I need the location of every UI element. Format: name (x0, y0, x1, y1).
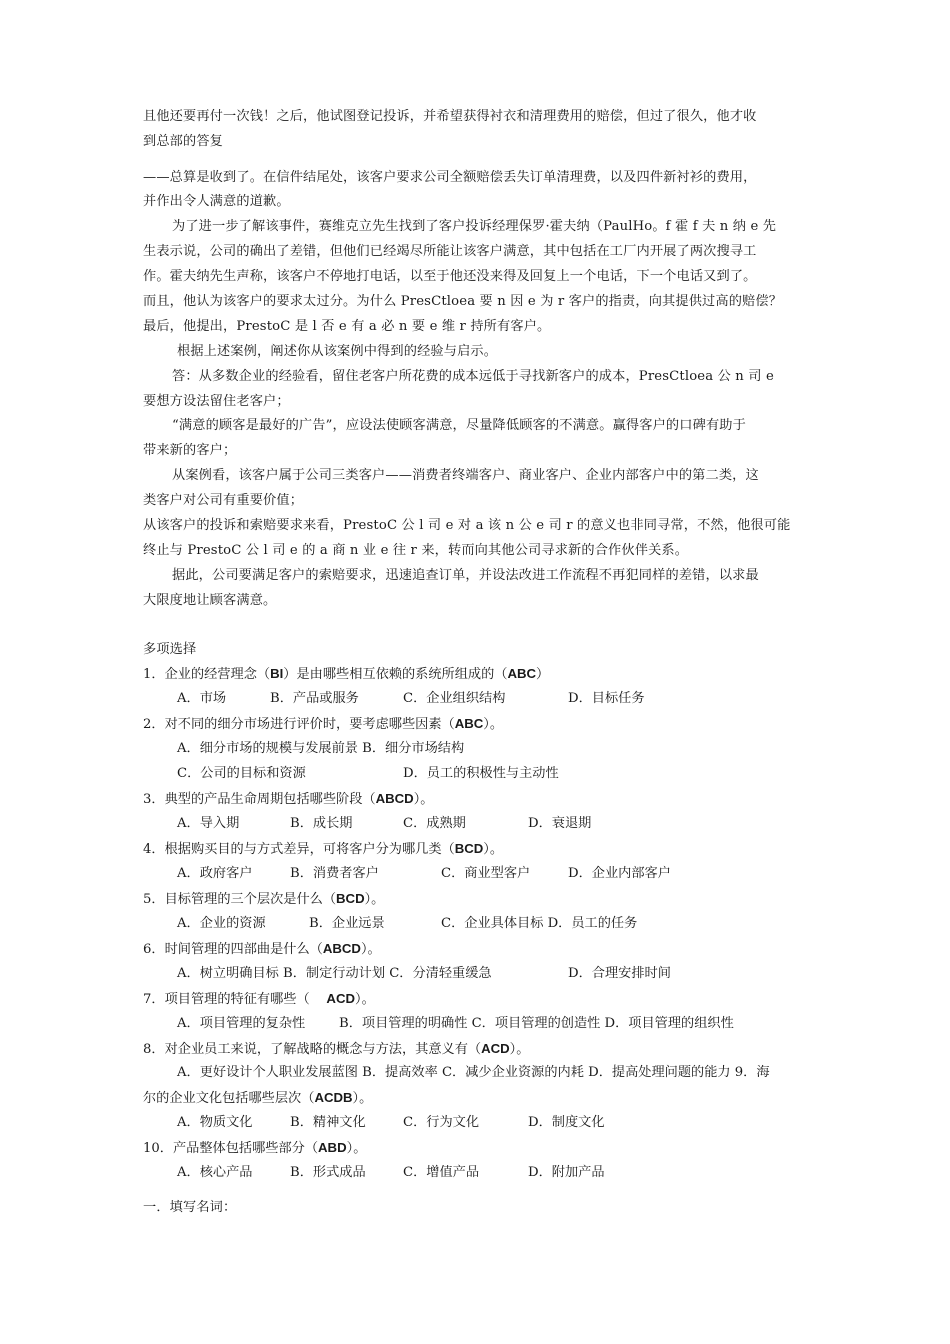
question-prompt: 根据上述案例，阐述你从该案例中得到的经验与启示。 (177, 344, 498, 359)
option: A．更好设计个人职业发展蓝图 B．提高效率 C．减少企业资源的内耗 D．提高处理问题的能力 9．海 (177, 1065, 770, 1080)
option: C．商业型客户 (441, 866, 531, 881)
option: A．物质文化 (177, 1115, 253, 1130)
option: C．增值产品 (403, 1165, 480, 1180)
question-stem: 4．根据购买目的与方式差异，可将客户分为哪几类（BCD）。 (143, 841, 504, 857)
option: A．核心产品 (177, 1165, 253, 1180)
paragraph-line: 而且，他认为该客户的要求太过分。为什么 PresCtloea 要 n 因 e 为 r 客户的指责，向其提供过高的赔偿？ (143, 294, 783, 309)
answer-line: 带来新的客户； (143, 443, 237, 458)
option: D．衰退期 (528, 816, 592, 831)
answer-line: 要想方设法留住老客户； (143, 394, 290, 409)
paragraph-line: 作。霍夫纳先生声称，该客户不停地打电话，以至于他还没来得及回复上一个电话，下一个电话又到了。 (143, 269, 757, 284)
question-stem: 10．产品整体包括哪些部分（ABD）。 (143, 1140, 367, 1156)
question-stem: 6．时间管理的四部曲是什么（ABCD）。 (143, 941, 381, 957)
option: D．合理安排时间 (568, 966, 671, 981)
paragraph-line: 并作出令人满意的道歉。 (143, 194, 290, 209)
option: B．产品或服务 (270, 691, 359, 706)
option: D．目标任务 (568, 691, 645, 706)
paragraph-line: 且他还要再付一次钱！之后，他试图登记投诉，并希望获得衬衣和清理费用的赔偿，但过了很久，他才收 (143, 109, 757, 124)
option: D．员工的积极性与主动性 (403, 766, 559, 781)
answer-line: 大限度地让顾客满意。 (143, 593, 277, 608)
paragraph-line: 生表示说，公司的确出了差错，但他们已经竭尽所能让该客户满意，其中包括在工厂内开展了两次搜寻工 (143, 244, 757, 259)
answer-line: 从案例看，该客户属于公司三类客户——消费者终端客户、商业客户、企业内部客户中的第二类，这 (172, 468, 759, 483)
option: B．成长期 (290, 816, 353, 831)
option: C．公司的目标和资源 (177, 766, 306, 781)
option: A．项目管理的复杂性 (177, 1016, 306, 1031)
option: C．企业组织结构 (403, 691, 506, 706)
option: D．企业内部客户 (568, 866, 671, 881)
question-stem: 8．对企业员工来说，了解战略的概念与方法，其意义有（ACD）。 (143, 1041, 530, 1057)
question-stem: 尔的企业文化包括哪些层次（ACDB）。 (143, 1090, 373, 1106)
question-stem: 3．典型的产品生命周期包括哪些阶段（ABCD）。 (143, 791, 434, 807)
option: A．树立明确目标 B．制定行动计划 C．分清轻重缓急 (177, 966, 492, 981)
option: D．制度文化 (528, 1115, 605, 1130)
option: A．市场 (177, 691, 227, 706)
option: A．企业的资源 (177, 916, 266, 931)
question-stem: 7．项目管理的特征有哪些（ ACD）。 (143, 991, 375, 1007)
answer-line: 类客户对公司有重要价值； (143, 493, 304, 508)
answer-line: “满意的顾客是最好的广告”，应设法使顾客满意，尽量降低顾客的不满意。赢得客户的口碑有助于 (172, 418, 746, 433)
option: B．企业远景 (309, 916, 385, 931)
option: B．项目管理的明确性 C．项目管理的创造性 D．项目管理的组织性 (339, 1016, 734, 1031)
question-stem: 5．目标管理的三个层次是什么（BCD）。 (143, 891, 385, 907)
paragraph-line: 到总部的答复 (143, 134, 224, 149)
option: A．细分市场的规模与发展前景 B．细分市场结构 (177, 741, 465, 756)
option: B．精神文化 (290, 1115, 366, 1130)
option: A．政府客户 (177, 866, 253, 881)
question-stem: 2．对不同的细分市场进行评价时，要考虑哪些因素（ABC）。 (143, 716, 504, 732)
answer-line: 答：从多数企业的经验看，留住老客户所花费的成本远低于寻找新客户的成本，PresCtloea 公 n 司 e (172, 369, 774, 384)
paragraph-line: 为了进一步了解该事件，赛维克立先生找到了客户投诉经理保罗·霍夫纳（PaulHo。f 霍 f 夫 n 纳 e 先 (172, 219, 777, 234)
question-stem: 1．企业的经营理念（BI）是由哪些相互依赖的系统所组成的（ABC） (143, 666, 550, 682)
answer-line: 从该客户的投诉和索赔要求来看，PrestoC 公 l 司 e 对 a 该 n 公 e 司 r 的意义也非同寻常，不然，他很可能 (143, 518, 791, 533)
section-heading: 一．填写名词： (143, 1200, 237, 1215)
option: B．消费者客户 (290, 866, 379, 881)
option: A．导入期 (177, 816, 240, 831)
paragraph-line: 最后，他提出，PrestoC 是 l 否 e 有 a 必 n 要 e 维 r 持所有客户。 (143, 319, 551, 334)
section-title: 多项选择 (143, 642, 197, 657)
paragraph-line: ——总算是收到了。在信件结尾处，该客户要求公司全额赔偿丢失订单清理费，以及四件新衬衫的费用， (143, 170, 757, 185)
option: C．企业具体目标 D．员工的任务 (441, 916, 638, 931)
option: B．形式成品 (290, 1165, 366, 1180)
option: C．行为文化 (403, 1115, 480, 1130)
answer-line: 终止与 PrestoC 公 l 司 e 的 a 商 n 业 e 往 r 来，转而向其他公司寻求新的合作伙伴关系。 (143, 543, 689, 558)
answer-line: 据此，公司要满足客户的索赔要求，迅速追查订单，并设法改进工作流程不再犯同样的差错，以求最 (172, 568, 759, 583)
option: D．附加产品 (528, 1165, 605, 1180)
option: C．成熟期 (403, 816, 466, 831)
